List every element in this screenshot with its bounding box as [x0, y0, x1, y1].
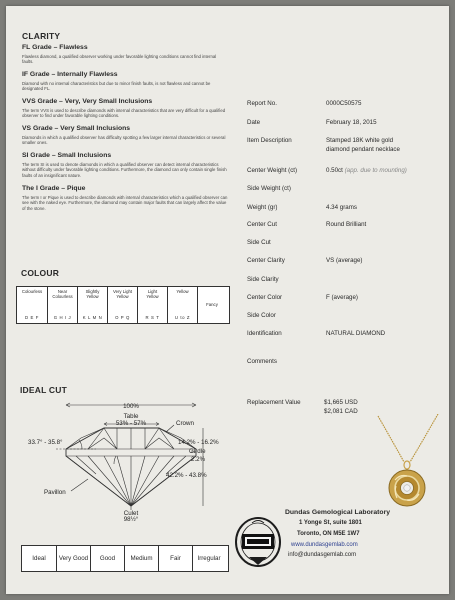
colour-heading: COLOUR — [21, 268, 60, 278]
clarity-grade-title: FL Grade – Flawless — [22, 44, 88, 51]
clarity-heading: CLARITY — [22, 31, 61, 41]
center-clarity-value: VS (average) — [326, 257, 363, 264]
replacement-value-label: Replacement Value — [247, 399, 301, 406]
item-description-label: Item Description — [247, 137, 292, 144]
colour-cell — [167, 287, 197, 323]
center-color-label: Center Color — [247, 294, 283, 301]
appraisal-certificate — [6, 6, 449, 594]
identification-value: NATURAL DIAMOND — [326, 330, 386, 337]
lab-seal-logo — [232, 512, 284, 570]
identification-label: Identification — [247, 330, 282, 337]
center-cut-label: Center Cut — [247, 221, 277, 228]
replacement-usd: $1,665 USD — [324, 399, 358, 406]
cut-grade-table — [21, 545, 229, 572]
colour-name: Slightly Yellow — [85, 289, 100, 299]
clarity-grade-description: The term SI is used to denote diamonds in which a qualified observer can detect internal characteristics without difficulty under favorable lighting conditions. Furthermore, the diamond can only contain single finish faults of an insignificant nature. — [22, 162, 227, 178]
cut-pavilion-pct: 42.2% - 43.8% — [166, 472, 207, 479]
cut-culet-label: Culet — [123, 510, 139, 517]
replacement-cad: $2,081 CAD — [324, 408, 358, 415]
clarity-grade-description: Flawless diamond, a qualified observer working under favorable lighting conditions cannot find internal faults. — [22, 54, 217, 65]
cut-grade-cell: Fair — [158, 546, 192, 571]
cut-girdle-pct: 2.2% — [191, 456, 206, 463]
item-description-line2: diamond pendant necklace — [326, 146, 400, 153]
report-no-label: Report No. — [247, 100, 277, 107]
diamond-cut-diagram — [16, 394, 231, 522]
lab-city: Toronto, ON M5E 1W7 — [297, 531, 360, 537]
center-clarity-label: Center Clarity — [247, 257, 285, 264]
pendant-photo — [364, 414, 446, 514]
ideal-cut-heading: IDEAL CUT — [20, 385, 67, 395]
colour-name: Very Light Yellow — [112, 289, 133, 299]
colour-letters: G H I J — [53, 315, 72, 320]
lab-website-link[interactable]: www.dundasgemlab.com — [291, 542, 358, 548]
colour-cell — [197, 287, 226, 323]
colour-letters: O P Q — [115, 315, 130, 320]
center-weight-value — [326, 167, 407, 174]
colour-cell — [107, 287, 137, 323]
colour-cell — [17, 287, 47, 323]
center-cut-value: Round Brilliant — [326, 221, 367, 228]
cut-culet-angle: 98½° — [123, 516, 139, 522]
colour-letters: K L M N — [82, 315, 103, 320]
colour-letters: U to Z — [174, 315, 191, 320]
clarity-grade-title: IF Grade – Internally Flawless — [22, 71, 118, 78]
date-value: February 18, 2015 — [326, 119, 377, 126]
clarity-grade-description: The term I or Pique is used to describe diamonds with internal characteristics which a qualified observer can see with the naked eye. Furthermore, the diamond may contain major faults that can largely affect the value of the stone. — [22, 195, 228, 211]
colour-cell — [47, 287, 77, 323]
center-color-value: F (average) — [326, 294, 358, 301]
weight-value: 4.34 grams — [326, 204, 357, 211]
colour-scale-table — [16, 286, 230, 324]
report-no-value: 0000C50575 — [326, 100, 362, 107]
clarity-grade-title: VS Grade – Very Small Inclusions — [22, 125, 131, 132]
cut-table-pct: 53% - 57% — [115, 420, 147, 427]
clarity-grade-description: Diamond with no internal characteristics but due to minor finish faults, is not flawless and cannot be designated FL. — [22, 81, 211, 92]
colour-letters: D E F — [25, 315, 39, 320]
lab-email-link[interactable]: info@dundasgemlab.com — [288, 552, 357, 558]
side-cut-label: Side Cut — [247, 239, 271, 246]
item-description-line1: Stamped 18K white gold — [326, 137, 394, 144]
cut-total-width: 100% — [123, 403, 139, 410]
colour-name: Colourless — [21, 289, 43, 294]
clarity-grade-title: SI Grade – Small Inclusions — [22, 152, 112, 159]
cut-grade-cell: Good — [90, 546, 124, 571]
cut-grade-cell: Irregular — [192, 546, 225, 571]
colour-name: Light Yellow — [146, 289, 159, 299]
clarity-grade-title: The I Grade – Pique — [22, 185, 86, 192]
lab-address: 1 Yonge St, suite 1801 — [299, 520, 362, 526]
clarity-grade-title: VVS Grade – Very, Very Small Inclusions — [22, 98, 153, 105]
cut-grade-cell: Medium — [124, 546, 158, 571]
colour-cell — [137, 287, 167, 323]
colour-cell — [77, 287, 107, 323]
center-weight-note: (app. due to mounting) — [344, 167, 407, 174]
cut-girdle-label: Girdle — [189, 448, 206, 455]
side-weight-label: Side Weight (ct) — [247, 185, 291, 192]
lab-name: Dundas Gemological Laboratory — [285, 509, 390, 516]
cut-pavilion-label: Pavillon — [44, 489, 66, 496]
colour-name: Near Colourless — [52, 289, 73, 299]
diamond-stone — [404, 485, 410, 491]
cut-crown-angle: 33.7° - 35.8° — [28, 439, 63, 446]
side-color-label: Side Color — [247, 312, 276, 319]
center-weight-label: Center Weight (ct) — [247, 167, 298, 174]
cut-grade-cell: Very Good — [56, 546, 90, 571]
colour-name: Fancy — [206, 302, 218, 307]
colour-letters: R S T — [145, 315, 160, 320]
colour-name: Yellow — [176, 289, 189, 294]
date-label: Date — [247, 119, 261, 126]
cut-crown-height: 14.2% - 16.2% — [178, 439, 219, 446]
side-clarity-label: Side Clarity — [247, 276, 279, 283]
cut-crown-label: Crown — [176, 420, 194, 427]
cut-grade-cell: Ideal — [32, 555, 46, 562]
clarity-grade-description: The term VVS is used to describe diamonds with internal characteristics that are very difficult for a qualified observer to find under favorable lighting conditions. — [22, 108, 226, 119]
comments-label: Comments — [247, 358, 277, 365]
cut-table-label: Table — [123, 413, 139, 420]
center-weight-number: 0.50ct — [326, 167, 343, 174]
weight-label: Weight (gr) — [247, 204, 278, 211]
clarity-grade-description: Diamonds in which a qualified observer has difficulty spotting a few larger internal characteristics or several smaller ones. — [22, 135, 226, 146]
